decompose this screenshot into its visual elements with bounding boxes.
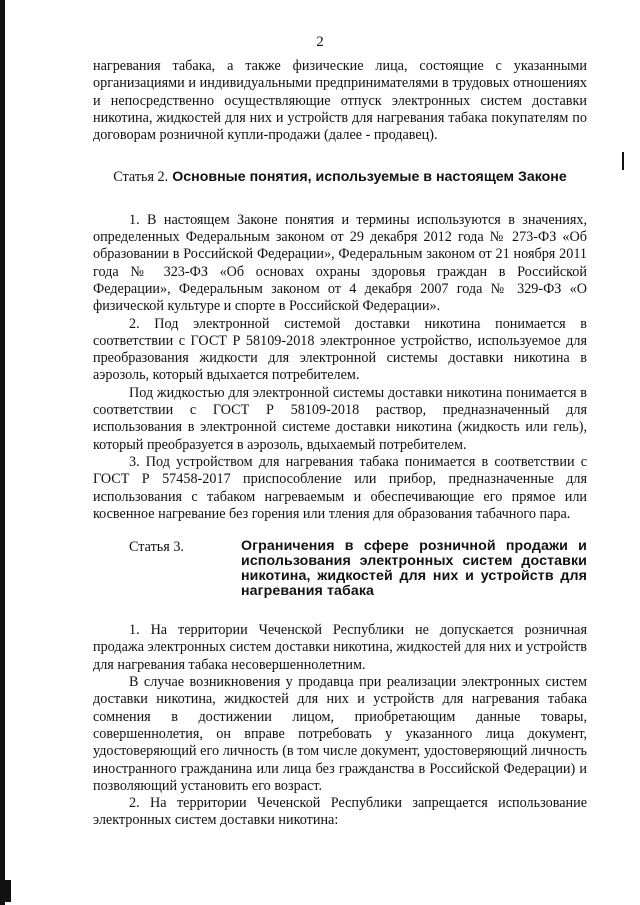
article-2-paragraph-4: 3. Под устройством для нагревания табака понимается в соответствии с ГОСТ Р 57458-2017 приспособление или прибор, предназначенные для использования с табаком нагреваемым и обеспечивающие его прямое или косвенное нагревание без горения или тления для образования табачного пара. (93, 453, 587, 522)
article-3-paragraph-3: 2. На территории Чеченской Республики запрещается использование электронных систем доставки никотина: (93, 795, 587, 829)
article-3-label: Статья 3. (129, 539, 184, 556)
scan-right-margin-mark (622, 152, 624, 170)
article-2-paragraph-1: 1. В настоящем Законе понятия и термины используются в значениях, определенных Федеральным законом от 29 декабря 2012 года № 273-ФЗ «Об образовании в Российской Федерации», Федеральным законом от 21 ноября 2011 года № 323-ФЗ «Об основах охраны здоровья граждан в Российской Федерации», Федеральным законом от 4 декабря 2007 года № 329-ФЗ «О физической культуре и спорте в Российской Федерации». (93, 211, 587, 315)
article-3-title: Ограничения в сфере розничной продажи и использования электронных систем доставки никотина, жидкостей для них и устройств для нагревания табака (241, 538, 587, 600)
article-3-paragraph-1: 1. На территории Чеченской Республики не допускается розничная продажа электронных систем доставки никотина, жидкостей для них и устройств для нагревания табака несовершеннолетним. (93, 622, 587, 673)
page-number: 2 (316, 34, 324, 50)
intro-paragraph: нагревания табака, а также физические лица, состоящие с указанными организациями и индивидуальными предпринимателями в трудовых отношениях и непосредственно осуществляющие отпуск электронных систем доставки никотина, жидкостей для них и устройств для нагревания табака покупателям по договорам розничной купли-продажи (далее - продавец). (93, 58, 587, 144)
article-3-paragraph-2: В случае возникновения у продавца при реализации электронных систем доставки никотина, жидкостей для них и устройств для нагревания табака сомнения в достижении лицом, приобретающим данные товары, совершеннолетия, он вправе потребовать у указанного лица документ, удостоверяющий его личность (в том числе документ, удостоверяющий личность иностранного гражданина или лица без гражданства в Российской Федерации) и позволяющий установить его возраст. (93, 674, 587, 794)
document-body (93, 58, 587, 830)
article-2-paragraph-3: Под жидкостью для электронной системы доставки никотина понимается в соответствии с ГОСТ Р 58109-2018 раствор, предназначенный для использования в электронной системе доставки никотина (жидкость или гель), который преобразуется в аэрозоль, вдыхаемый потребителем. (93, 384, 587, 453)
article-2-title: Основные понятия, используемые в настоящем Законе (172, 169, 567, 186)
article-2-paragraph-2: 2. Под электронной системой доставки никотина понимается в соответствии с ГОСТ Р 58109-2018 электронное устройство, используемое для преобразования жидкости для электронной системы доставки никотина в аэрозоль, который вдыхается потребителем. (93, 315, 587, 384)
article-2-heading (93, 169, 587, 186)
scan-left-edge-blot (5, 880, 11, 902)
article-2-label: Статья 2. (113, 169, 169, 186)
article-3-heading (93, 539, 587, 599)
scan-left-edge-bar (0, 0, 5, 905)
article-3-body (93, 622, 587, 830)
article-2-body (93, 212, 587, 523)
